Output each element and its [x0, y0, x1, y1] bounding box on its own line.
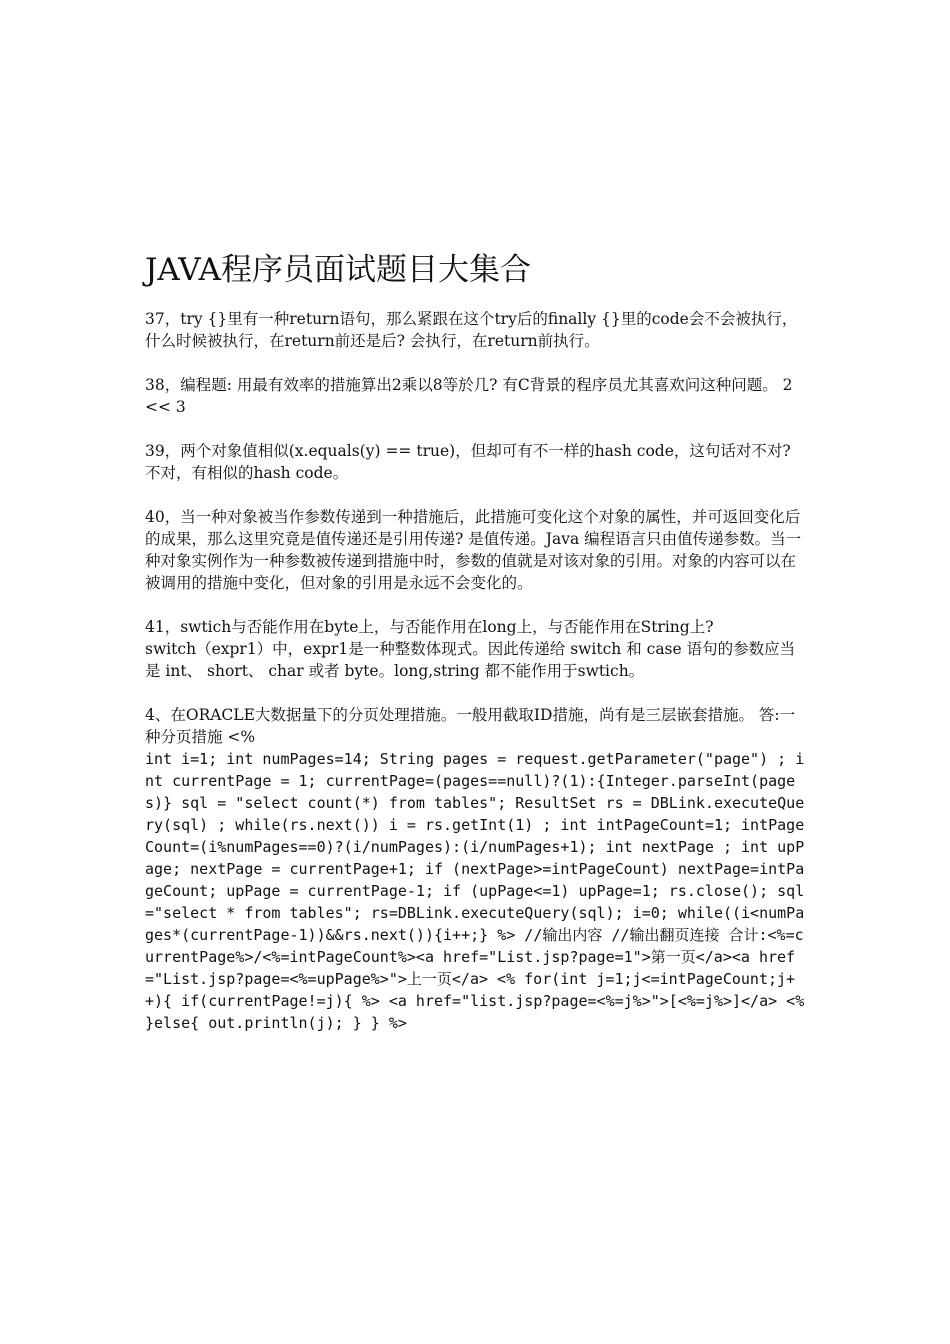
qa-answer: 不对，有相似的hash code。 — [145, 464, 349, 482]
qa-item-40 — [145, 506, 810, 594]
qa-answer: switch（expr1）中，expr1是一种整数体现式。因此传递给 switch 和 case 语句的参数应当是 int、 short、 char 或者 byte。long,string 都不能作用于swtich。 — [145, 640, 796, 680]
document-page — [145, 250, 814, 1056]
qa-text: 40，当一种对象被当作参数传递到一种措施后，此措施可变化这个对象的属性，并可返回变化后的成果，那么这里究竟是值传递还是引用传递? 是值传递。Java 编程语言只由值传递参数。当一种对象实例作为一种参数被传递到措施中时，参数的值就是对该对象的引用。对象的内容可以在被调用的措施中变化，但对象的引用是永远不会变化的。 — [145, 508, 802, 592]
qa-question: 4、在ORACLE大数据量下的分页处理措施。一般用截取ID措施，尚有是三层嵌套措施。 答:一种分页措施 <% — [145, 706, 796, 746]
qa-item-39 — [145, 440, 810, 484]
qa-item-4 — [145, 704, 814, 1034]
qa-question: 41，swtich与否能作用在byte上，与否能作用在long上，与否能作用在String上? — [145, 618, 714, 636]
qa-text: 37，try {}里有一种return语句，那么紧跟在这个try后的finally {}里的code会不会被执行，什么时候被执行，在return前还是后? 会执行，在return前执行。 — [145, 310, 798, 350]
qa-item-37 — [145, 308, 810, 352]
qa-text: 38，编程题: 用最有效率的措施算出2乘以8等於几? 有C背景的程序员尤其喜欢问这种问题。 2 << 3 — [145, 376, 798, 416]
qa-question: 39，两个对象值相似(x.equals(y) == true)，但却可有不一样的hash code，这句话对不对? — [145, 442, 791, 460]
qa-item-41 — [145, 616, 810, 682]
qa-item-38 — [145, 374, 810, 418]
code-block: int i=1; int numPages=14; String pages = request.getParameter("page") ; int currentPage = 1; currentPage=(pages==null)?(1):{Integer.parseInt(pages)} sql = "select count(*) from tables"; ResultSet rs = DBLink.executeQuery(sql) ; while(rs.next()) i = rs.getInt(1) ; int intPageCount=1; intPageCount=(i%numPages==0)?(i/numPages):(i/numPages+1); int nextPage ; int upPage; nextPage = currentPage+1; if (nextPage>=intPageCount) nextPage=intPageCount; upPage = currentPage-1; if (upPage<=1) upPage=1; rs.close(); sql="select * from tables"; rs=DBLink.executeQuery(sql); i=0; while((i<numPages*(currentPage-1))&&rs.next()){i++;} %> //输出内容 //输出翻页连接 合计:<%=currentPage%>/<%=intPageCount%><a href="List.jsp?page=1">第一页</a><a href="List.jsp?page=<%=upPage%>">上一页</a> <% for(int j=1;j<=intPageCount;j++){ if(currentPage!=j){ %> <a href="list.jsp?page=<%=j%>">[<%=j%>]</a> <% }else{ out.println(j); } } %> — [145, 750, 814, 1032]
document-title: JAVA程序员面试题目大集合 — [145, 252, 531, 288]
